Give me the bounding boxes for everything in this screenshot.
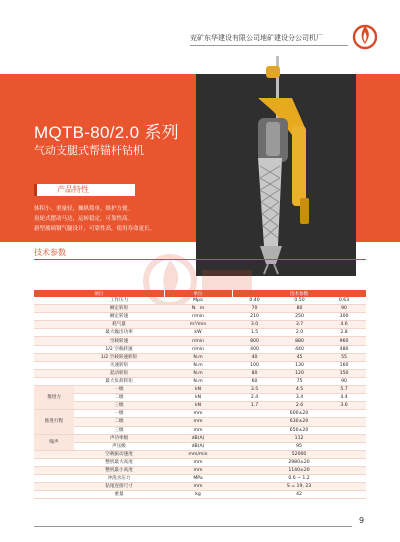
- param-name: 声功率级: [74, 434, 164, 442]
- param-unit: N.m: [164, 361, 232, 369]
- param-value: 440: [277, 345, 322, 353]
- row-group-empty: [34, 475, 74, 483]
- product-title: MQTB-80/2.0 系列: [34, 123, 179, 142]
- feature-line: 齿轮式摆动马达，运转稳定，可靠性高。: [34, 216, 134, 222]
- param-value: 40: [232, 353, 277, 361]
- feature-line: 新型玻璃钢气腿设计，可靠性高，使用寿命更长。: [34, 226, 156, 232]
- param-unit: MPa: [164, 475, 232, 483]
- param-unit: mm: [164, 466, 232, 474]
- param-unit: r/min: [164, 345, 232, 353]
- param-value: 4.5: [277, 386, 322, 394]
- drill-chuck: [266, 66, 280, 78]
- table-row: [34, 329, 366, 337]
- param-unit: N.m: [164, 353, 232, 361]
- param-value: 480: [322, 345, 366, 353]
- row-group-empty: [34, 305, 74, 313]
- param-value: 5.7: [322, 386, 366, 394]
- param-name: 声压级: [74, 442, 164, 450]
- param-unit: kg: [164, 491, 232, 499]
- handle-grip: [300, 198, 309, 224]
- row-group-empty: [34, 458, 74, 466]
- row-group-empty: [34, 450, 74, 458]
- param-value: 95: [232, 442, 366, 450]
- tech-spec-table: [34, 290, 367, 499]
- param-value: 112: [232, 434, 366, 442]
- row-group-empty: [34, 353, 74, 361]
- param-value: 3.7: [277, 321, 322, 329]
- param-unit: kN: [164, 386, 232, 394]
- param-value: 120: [277, 369, 322, 377]
- param-value: 3.5: [232, 386, 277, 394]
- anchor-drill-rig-image: [196, 48, 356, 276]
- row-group-empty: [34, 369, 74, 377]
- param-unit: dB(A): [164, 434, 232, 442]
- row-group-empty: [34, 313, 74, 321]
- param-value: 3.0: [232, 321, 277, 329]
- table-row: [34, 394, 366, 402]
- param-value: 630±20: [232, 418, 366, 426]
- row-group-empty: [34, 345, 74, 353]
- table-row: [34, 377, 366, 385]
- row-group-empty: [34, 466, 74, 474]
- table-row: [34, 450, 366, 458]
- param-value: 2.8: [322, 329, 366, 337]
- table-row: [34, 361, 366, 369]
- table-row: [34, 321, 366, 329]
- param-value: 2980±20: [232, 458, 366, 466]
- table-row: [34, 418, 366, 426]
- param-value: 4.6: [322, 321, 366, 329]
- param-value: 80: [232, 369, 277, 377]
- param-name: 起动转矩: [74, 369, 164, 377]
- table-row: [34, 337, 366, 345]
- table-row: [34, 458, 366, 466]
- table-row: [34, 402, 366, 410]
- param-unit: r/min: [164, 313, 232, 321]
- param-value: 1.7: [232, 402, 277, 410]
- param-name: 空载振动速度: [74, 450, 164, 458]
- param-name: 失速转矩: [74, 361, 164, 369]
- param-value: 52000: [232, 450, 366, 458]
- product-subtitle: 气动支腿式帮锚杆钻机: [34, 144, 144, 157]
- column-header: 技术参数: [232, 290, 366, 297]
- param-value: 90: [322, 305, 366, 313]
- param-name: 空载转速: [74, 337, 164, 345]
- param-name: 冲洗水压力: [74, 475, 164, 483]
- param-value: 55: [322, 353, 366, 361]
- table-header-row: [34, 290, 366, 297]
- table-row: [34, 313, 366, 321]
- row-group-empty: [34, 321, 74, 329]
- features-heading-label: 产品特性: [57, 185, 89, 194]
- param-value: 0.50: [277, 297, 322, 305]
- param-value: 100: [232, 361, 277, 369]
- feature-line: 体积小、重量轻，操纵简单，维护方便。: [34, 206, 134, 212]
- param-value: 42: [232, 491, 366, 499]
- row-group-empty: [34, 337, 74, 345]
- param-value: 880: [277, 337, 322, 345]
- param-name: 1/2 空载转速: [74, 345, 164, 353]
- param-name: 一级: [74, 386, 164, 394]
- param-value: 70: [232, 305, 277, 313]
- param-unit: mm/min: [164, 450, 232, 458]
- table-row: [34, 386, 366, 394]
- param-value: 650±20: [232, 426, 366, 434]
- param-name: 一级: [74, 410, 164, 418]
- param-name: 1/2 空载转速转矩: [74, 353, 164, 361]
- param-unit: kW: [164, 329, 232, 337]
- param-value: 2.0: [277, 329, 322, 337]
- param-name: 整机最小高度: [74, 466, 164, 474]
- footer-rule: [34, 526, 352, 527]
- param-value: 2.4: [232, 394, 277, 402]
- param-unit: m³/min: [164, 321, 232, 329]
- table-row: [34, 345, 366, 353]
- param-name: 额定转矩: [74, 305, 164, 313]
- param-value: 600±20: [232, 410, 366, 418]
- param-value: 300: [322, 313, 366, 321]
- param-value: 80: [277, 305, 322, 313]
- param-name: 二级: [74, 418, 164, 426]
- param-name: 额定转速: [74, 313, 164, 321]
- column-header: 项目: [34, 290, 164, 297]
- param-value: 90: [322, 377, 366, 385]
- table-row: [34, 434, 366, 442]
- param-value: 960: [322, 337, 366, 345]
- table-row: [34, 353, 366, 361]
- param-unit: N.m: [164, 377, 232, 385]
- company-name: 兖矿东华建设有限公司地矿建设分公司机厂: [190, 34, 323, 42]
- param-value: 1140±20: [232, 466, 366, 474]
- param-name: 整机最大高度: [74, 458, 164, 466]
- param-value: 1.5: [232, 329, 277, 337]
- table-row: [34, 426, 366, 434]
- param-name: 耗气量: [74, 321, 164, 329]
- handle-arm: [292, 126, 306, 206]
- param-value: 3.4: [277, 394, 322, 402]
- param-unit: mm: [164, 426, 232, 434]
- param-value: 4.4: [322, 394, 366, 402]
- param-value: 150: [322, 369, 366, 377]
- row-group-label: 推进行程: [34, 410, 74, 434]
- table-row: [34, 483, 366, 491]
- param-unit: mm: [164, 458, 232, 466]
- param-name: 工作压力: [74, 297, 164, 305]
- row-group-empty: [34, 483, 74, 491]
- table-row: [34, 410, 366, 418]
- row-group-empty: [34, 297, 74, 305]
- table-row: [34, 369, 366, 377]
- row-group-empty: [34, 361, 74, 369]
- param-value: 2.6: [277, 402, 322, 410]
- table-row: [34, 305, 366, 313]
- param-value: 400: [232, 345, 277, 353]
- param-unit: N．m: [164, 305, 232, 313]
- tech-section-title: 技术参数: [34, 248, 66, 257]
- tech-section-rule: [34, 259, 366, 260]
- motor-detail: [266, 122, 280, 156]
- param-value: 0.63: [322, 297, 366, 305]
- param-unit: Mpa: [164, 297, 232, 305]
- table-row: [34, 297, 366, 305]
- param-value: 210: [232, 313, 277, 321]
- param-value: 60: [232, 377, 277, 385]
- param-name: 钻尾连接尺寸: [74, 483, 164, 491]
- table-row: [34, 442, 366, 450]
- param-name: 三级: [74, 426, 164, 434]
- table-row: [34, 466, 366, 474]
- param-unit: mm: [164, 410, 232, 418]
- param-value: 250: [277, 313, 322, 321]
- param-name: 最大负荷转矩: [74, 377, 164, 385]
- param-name: 最大输出功率: [74, 329, 164, 337]
- param-value: S = 19, 23: [232, 483, 366, 491]
- table-row: [34, 491, 366, 499]
- param-value: 0.40: [232, 297, 277, 305]
- param-unit: mm: [164, 483, 232, 491]
- param-unit: mm: [164, 418, 232, 426]
- param-value: 45: [277, 353, 322, 361]
- param-unit: kN: [164, 402, 232, 410]
- param-name: 三级: [74, 402, 164, 410]
- table-row: [34, 475, 366, 483]
- param-value: 800: [232, 337, 277, 345]
- row-group-label: 推进力: [34, 386, 74, 410]
- param-unit: r/min: [164, 337, 232, 345]
- param-value: 0.6 ~ 1.2: [232, 475, 366, 483]
- param-value: 75: [277, 377, 322, 385]
- page-number: 9: [359, 516, 365, 525]
- param-name: 重量: [74, 491, 164, 499]
- column-header: 单位: [164, 290, 232, 297]
- row-group-empty: [34, 329, 74, 337]
- param-unit: kN: [164, 394, 232, 402]
- param-value: 3.6: [322, 402, 366, 410]
- features-heading: [34, 184, 135, 196]
- row-group-empty: [34, 491, 74, 499]
- header-rule: [190, 45, 348, 46]
- param-value: 130: [277, 361, 322, 369]
- param-value: 160: [322, 361, 366, 369]
- company-flame-logo-icon: [351, 22, 379, 50]
- param-name: 二级: [74, 394, 164, 402]
- row-group-empty: [34, 377, 74, 385]
- param-unit: dB(A): [164, 442, 232, 450]
- param-unit: N.m: [164, 369, 232, 377]
- row-group-label: 噪声: [34, 434, 74, 450]
